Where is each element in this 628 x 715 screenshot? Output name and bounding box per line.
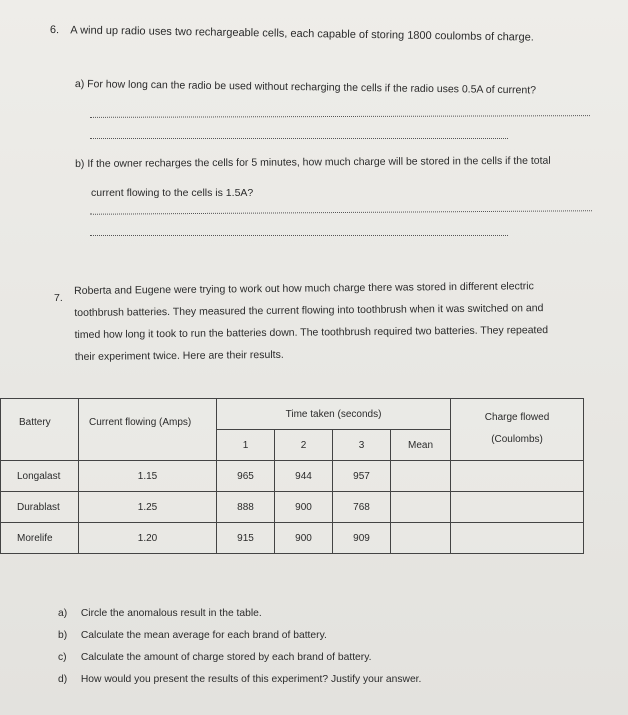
header-current: Current flowing (Amps): [79, 399, 217, 461]
cell-trial-1: 888: [217, 492, 275, 523]
header-time: Time taken (seconds): [217, 399, 451, 430]
question-6b-line2: [91, 187, 253, 199]
header-trial-1: 1: [217, 430, 275, 461]
header-charge: [451, 399, 584, 461]
question-6b: [75, 155, 551, 170]
header-trial-2: 2: [275, 430, 333, 461]
cell-battery: Durablast: [1, 492, 79, 523]
question-number-7: 7.: [54, 292, 63, 304]
cell-current: 1.25: [79, 492, 217, 523]
question-text: A wind up radio uses two rechargeable cells, each capable of storing 1800 coulombs of charge.: [70, 24, 534, 44]
answer-line: [90, 115, 590, 118]
part-letter: b): [75, 157, 85, 170]
task-text: Calculate the amount of charge stored by each brand of battery.: [80, 652, 372, 663]
cell-mean[interactable]: [391, 461, 451, 492]
cell-current: 1.15: [79, 461, 217, 492]
task-letter: a): [58, 608, 68, 619]
cell-trial-2: 944: [275, 461, 333, 492]
answer-line: [90, 235, 508, 236]
cell-charge[interactable]: [451, 492, 584, 523]
cell-trial-1: 915: [217, 523, 275, 554]
table-row: [1, 523, 584, 554]
cell-mean[interactable]: [391, 492, 451, 523]
table-row: [1, 492, 584, 523]
header-mean: Mean: [391, 430, 451, 461]
cell-charge[interactable]: [451, 523, 584, 554]
part-text: For how long can the radio be used without recharging the cells if the radio uses 0.5A of current?: [87, 78, 537, 97]
task-text: Circle the anomalous result in the table.: [80, 608, 262, 619]
part-text-continued: current flowing to the cells is 1.5A?: [91, 187, 254, 199]
task-text: How would you present the results of this experiment? Justify your answer.: [80, 674, 422, 685]
header-row: [1, 399, 584, 430]
header-battery: Battery: [1, 399, 79, 461]
task-letter: d): [58, 674, 68, 685]
task-letter: c): [58, 652, 67, 663]
list-item: [58, 630, 421, 652]
list-item: [58, 674, 421, 696]
header-charge-line1: Charge flowed: [484, 412, 550, 423]
cell-trial-2: 900: [275, 492, 333, 523]
question-6a: [75, 78, 536, 96]
cell-battery: Longalast: [1, 461, 79, 492]
cell-current: 1.20: [79, 523, 217, 554]
cell-battery: Morelife: [1, 523, 79, 554]
part-text: If the owner recharges the cells for 5 minutes, how much charge will be stored in the cells if the total: [87, 154, 551, 170]
cell-trial-3: 957: [333, 461, 391, 492]
list-item: [58, 608, 421, 630]
task-letter: b): [58, 630, 68, 641]
cell-charge[interactable]: [451, 461, 584, 492]
question-6: [50, 24, 534, 44]
part-letter: a): [74, 78, 85, 91]
task-list: [58, 608, 421, 696]
header-trial-3: 3: [333, 430, 391, 461]
answer-line: [90, 138, 508, 139]
header-charge-line2: (Coulombs): [491, 434, 543, 445]
paragraph-line: toothbrush batteries. They measured the current flowing into toothbrush when it was switched on and: [74, 302, 544, 319]
answer-line: [90, 210, 592, 215]
task-text: Calculate the mean average for each brand of battery.: [80, 630, 327, 641]
question-number: 6.: [49, 24, 60, 37]
cell-trial-1: 965: [217, 461, 275, 492]
list-item: [58, 652, 421, 674]
results-table: [0, 398, 584, 554]
paragraph-line: their experiment twice. Here are their results.: [74, 348, 284, 363]
table-row: [1, 461, 584, 492]
paragraph-line: Roberta and Eugene were trying to work out how much charge there was stored in different electric: [74, 280, 534, 297]
cell-trial-2: 900: [275, 523, 333, 554]
cell-trial-3: 909: [333, 523, 391, 554]
cell-mean[interactable]: [391, 523, 451, 554]
cell-trial-3: 768: [333, 492, 391, 523]
question-7-text: [74, 275, 548, 368]
paragraph-line: timed how long it took to run the batteries down. The toothbrush required two batteries. They repeated: [74, 324, 549, 341]
